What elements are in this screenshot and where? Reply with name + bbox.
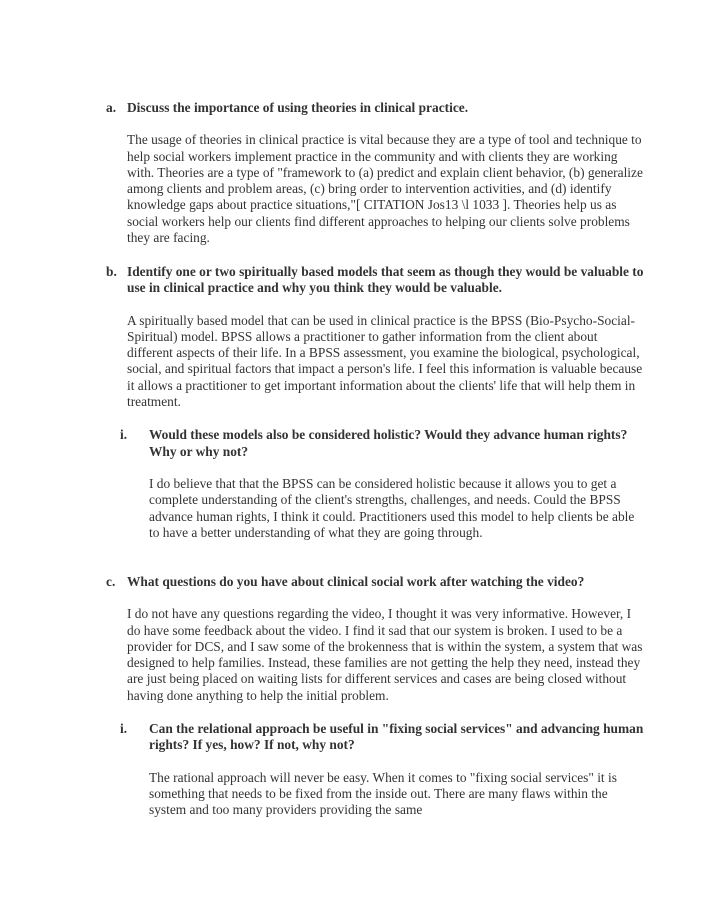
- section-a-marker: a.: [106, 100, 117, 115]
- section-c-answer: I do not have any questions regarding the video, I thought it was very informative. However, I do have some feedback about the video. I find it sad that our system is broken. I used to be a provider for DCS, and I saw some of the brokenness that is within the system, a system that was designed to help families. Instead, these families are not getting the help they need, instead they are just being placed on waiting lists for different services and cases are being closed without having done anything to help the initial problem.: [127, 606, 643, 703]
- section-b-sub-answer: I do believe that that the BPSS can be considered holistic because it allows you to get a complete understanding of the client's strengths, challenges, and needs. Could the BPSS advance human rights, I think it could. Practitioners used this model to help clients be able to have a better understanding of what they are going through.: [149, 475, 635, 540]
- section-b-answer: A spiritually based model that can be used in clinical practice is the BPSS (Bio-Psycho-Social-Spiritual) model. BPSS allows a practitioner to gather information from the client about different aspects of their life. In a BPSS assessment, you examine the biological, psychological, social, and spiritual factors that impact a person's life. I feel this information is valuable because it allows a practitioner to get important information about the clients' life that will help them in treatment.: [127, 312, 643, 410]
- section-c-sub-question: Can the relational approach be useful in "fixing social services" and advancing human rights? If yes, how? If not, why not?: [149, 721, 644, 753]
- section-c-marker: c.: [106, 574, 116, 589]
- section-a-question: Discuss the importance of using theories in clinical practice.: [127, 100, 469, 115]
- section-a-answer: The usage of theories in clinical practice is vital because they are a type of tool and technique to help social workers implement practice in the community and with clients they are working with. Theories are a type of "framework to (a) predict and explain client behavior, (b) generalize among clients and problem areas, (c) bring order to intervention activities, and (d) identify knowledge gaps about practice situations,"[ CITATION Jos13 \l 1033 ]. Theories help us as social workers help our clients find different approaches to helping our clients solve problems they are facing.: [127, 132, 643, 246]
- section-c-sub-answer: The rational approach will never be easy. When it comes to "fixing social services" it is something that needs to be fixed from the inside out. There are many flaws within the system and too many providers providing the same: [149, 769, 617, 818]
- section-a: [106, 100, 646, 246]
- section-b-sub-question: Would these models also be considered holistic? Would they advance human rights? Why or why not?: [149, 427, 628, 459]
- section-b-sub-marker: i.: [120, 427, 128, 443]
- section-b: [106, 264, 646, 541]
- section-c-subsection-i: [120, 721, 646, 818]
- section-b-question: Identify one or two spiritually based models that seem as though they would be valuable to use in clinical practice and why you think they would be valuable.: [127, 264, 644, 296]
- section-c: [106, 574, 646, 819]
- section-b-marker: b.: [106, 264, 117, 279]
- section-c-sub-marker: i.: [120, 721, 128, 737]
- section-b-subsection-i: [120, 427, 646, 541]
- section-c-question: What questions do you have about clinical social work after watching the video?: [127, 574, 585, 589]
